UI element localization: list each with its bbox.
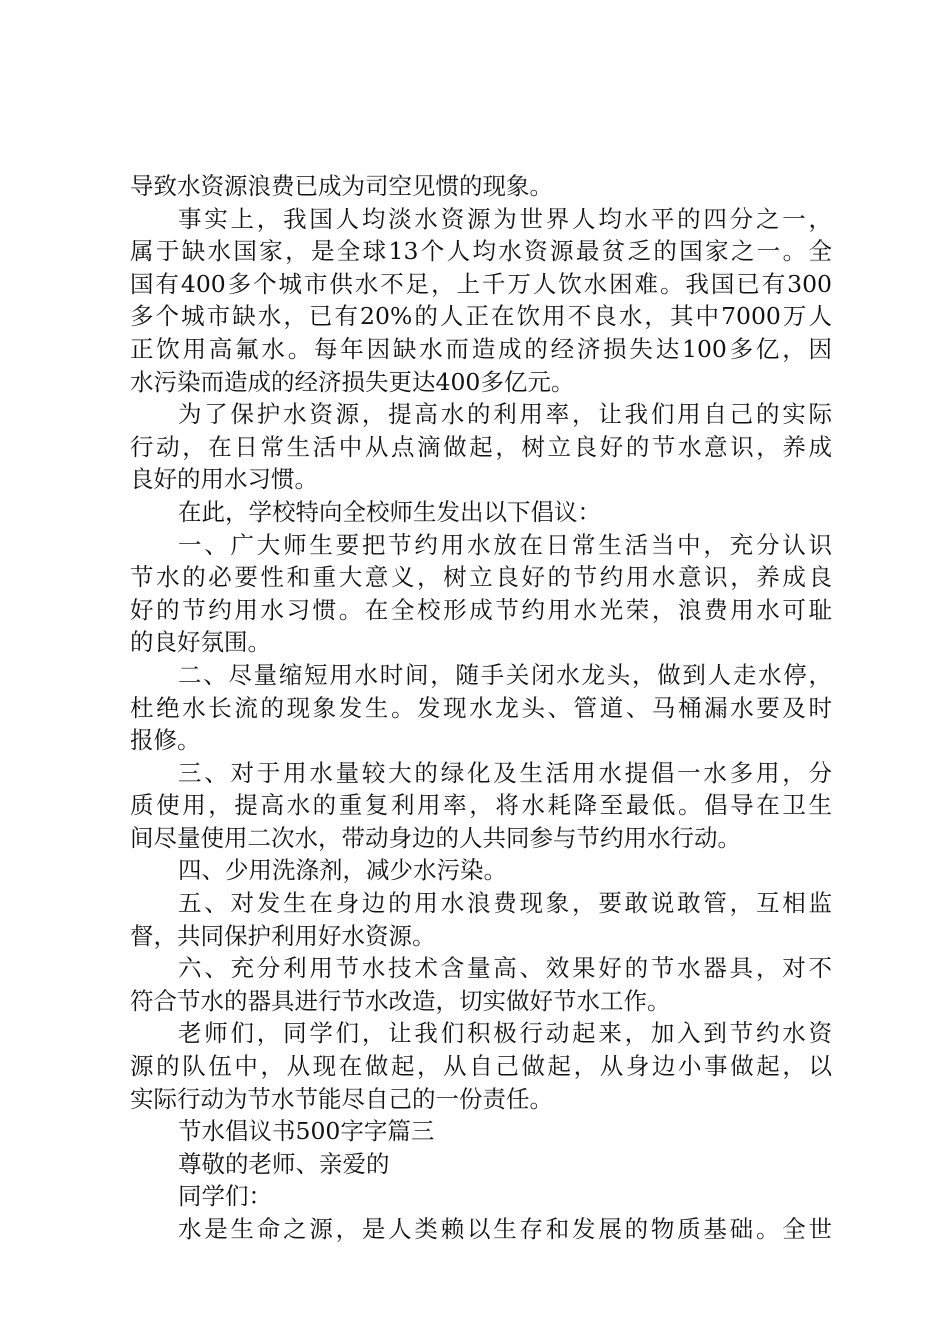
text-line: 老师们，同学们，让我们积极行动起来，加入到节约水资 — [178, 1019, 832, 1048]
text-line: 行动，在日常生活中从点滴做起，树立良好的节水意识，养成 — [130, 432, 832, 461]
text-line: 三、对于用水量较大的绿化及生活用水提倡一水多用，分 — [178, 758, 832, 787]
document-page — [130, 170, 832, 1246]
text-line: 好的节约用水习惯。在全校形成节约用水光荣，浪费用水可耻 — [130, 595, 832, 624]
text-line: 督，共同保护利用好水资源。 — [130, 921, 436, 950]
text-line: 同学们： — [178, 1182, 272, 1211]
text-line: 为了保护水资源，提高水的利用率，让我们用自己的实际 — [178, 400, 832, 429]
text-line: 导致水资源浪费已成为司空见惯的现象。 — [130, 172, 553, 200]
text-line: 六、充分利用节水技术含量高、效果好的节水器具，对不 — [178, 954, 832, 983]
text-line: 节水的必要性和重大意义，树立良好的节约用水意识，养成良 — [130, 563, 832, 592]
text-line: 属于缺水国家，是全球13个人均水资源最贫乏的国家之一。全 — [130, 237, 832, 266]
text-line: 多个城市缺水，已有20%的人正在饮用不良水，其中7000万人 — [130, 302, 832, 331]
text-line: 正饮用高氟水。每年因缺水而造成的经济损失达100多亿，因 — [130, 334, 832, 363]
text-line: 的良好氛围。 — [130, 628, 271, 657]
text-line: 间尽量使用二次水，带动身边的人共同参与节约用水行动。 — [130, 823, 741, 852]
text-line: 在此，学校特向全校师生发出以下倡议： — [178, 497, 601, 526]
text-line: 水是生命之源，是人类赖以生存和发展的物质基础。全世 — [178, 1215, 832, 1243]
text-line: 五、对发生在身边的用水浪费现象，要敢说敢管，互相监 — [178, 889, 832, 918]
text-line: 质使用，提高水的重复利用率，将水耗降至最低。倡导在卫生 — [130, 791, 832, 820]
text-line: 节水倡议书500字字篇三 — [178, 1117, 435, 1146]
text-line: 国有400多个城市供水不足，上千万人饮水困难。我国已有300 — [130, 269, 832, 298]
text-line: 实际行动为节水节能尽自己的一份责任。 — [130, 1084, 553, 1113]
text-line: 尊敬的老师、亲爱的 — [178, 1149, 390, 1178]
text-line: 源的队伍中，从现在做起，从自己做起，从身边小事做起，以 — [130, 1052, 832, 1081]
text-line: 符合节水的器具进行节水改造，切实做好节水工作。 — [130, 986, 671, 1015]
text-line: 杜绝水长流的现象发生。发现水龙头、管道、马桶漏水要及时 — [130, 693, 832, 722]
text-line: 水污染而造成的经济损失更达400多亿元。 — [130, 367, 575, 396]
text-line: 事实上，我国人均淡水资源为世界人均水平的四分之一， — [178, 204, 832, 233]
text-line: 良好的用水习惯。 — [130, 465, 318, 494]
text-line: 报修。 — [130, 726, 201, 755]
text-line: 二、尽量缩短用水时间，随手关闭水龙头，做到人走水停， — [178, 660, 832, 689]
text-line: 一、广大师生要把节约用水放在日常生活当中，充分认识 — [178, 530, 832, 559]
text-line: 四、少用洗涤剂，减少水污染。 — [178, 856, 507, 885]
